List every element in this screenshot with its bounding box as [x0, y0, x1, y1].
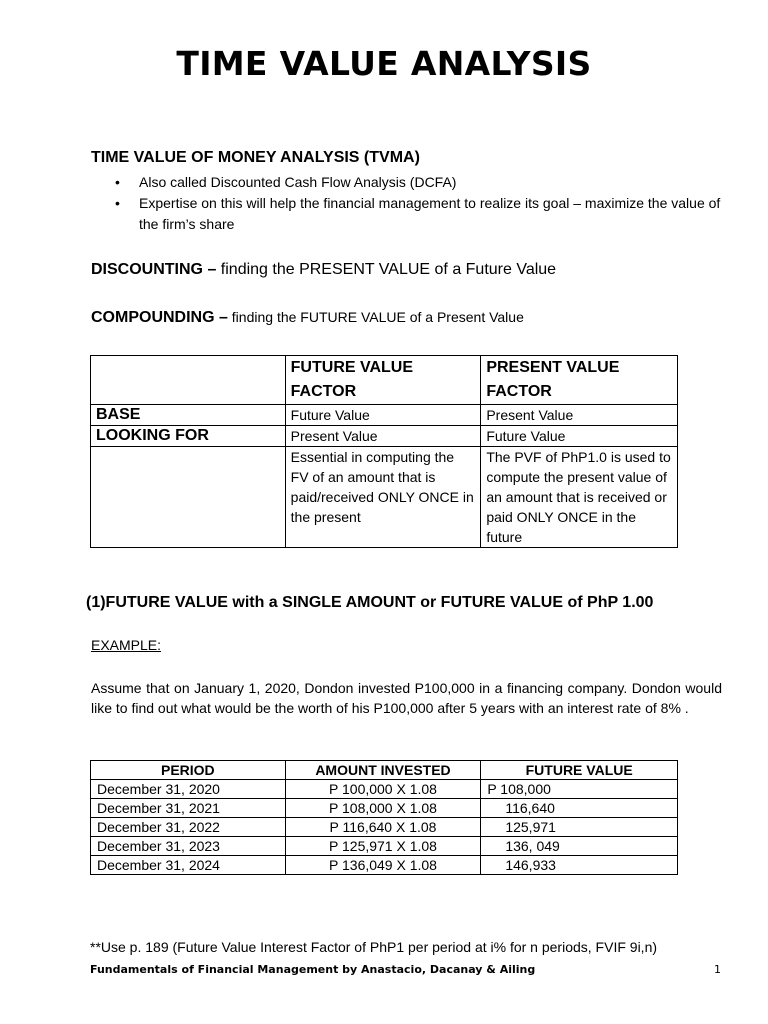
amount-cell: P 108,000 X 1.08 — [285, 799, 481, 818]
example-label: EXAMPLE: — [91, 637, 162, 653]
table-cell: Present Value — [285, 426, 481, 447]
table-row — [91, 405, 678, 426]
period-cell: December 31, 2021 — [91, 799, 286, 818]
tvma-heading: TIME VALUE OF MONEY ANALYSIS (TVMA) — [91, 149, 420, 166]
table-cell: Essential in computing the FV of an amount that is paid/received ONLY ONCE in the present — [285, 447, 481, 548]
discounting-text: finding the PRESENT VALUE of a Future Value — [216, 261, 557, 278]
table-header-cell — [91, 356, 286, 405]
future-value-cell: 136, 049 — [481, 837, 678, 856]
table-header-row — [91, 356, 678, 405]
table-cell: Present Value — [481, 405, 678, 426]
list-item — [91, 172, 731, 193]
future-value-cell: P 108,000 — [481, 780, 678, 799]
table-header-cell: PRESENT VALUE FACTOR — [481, 356, 678, 405]
compounding-term: COMPOUNDING – — [91, 309, 228, 326]
table-row — [91, 447, 678, 548]
page-number: 1 — [714, 963, 721, 976]
table-header-cell: PERIOD — [91, 761, 286, 780]
bullet-text: Also called Discounted Cash Flow Analysis (DCFA) — [139, 174, 457, 190]
list-item — [91, 193, 731, 235]
period-cell: December 31, 2022 — [91, 818, 286, 837]
footer-citation: Fundamentals of Financial Management by Anastacio, Dacanay & Ailing — [90, 963, 536, 976]
tvma-bullet-list — [91, 172, 731, 235]
compounding-definition — [91, 309, 524, 327]
table-row — [91, 818, 678, 837]
table-row — [91, 799, 678, 818]
factor-table — [90, 355, 678, 548]
future-value-cell: 116,640 — [481, 799, 678, 818]
table-row — [91, 780, 678, 799]
amount-cell: P 125,971 X 1.08 — [285, 837, 481, 856]
table-cell: Future Value — [481, 426, 678, 447]
example-paragraph: Assume that on January 1, 2020, Dondon invested P100,000 in a financing company. Dondon would like to find out what would be the worth of his P100,000 after 5 years with an interest rate of 8% . — [91, 680, 722, 716]
bullet-icon: • — [115, 195, 120, 211]
table-row — [91, 837, 678, 856]
table-cell: Future Value — [285, 405, 481, 426]
compounding-text: finding the FUTURE VALUE of a Present Value — [227, 309, 524, 325]
row-label: BASE — [91, 405, 286, 426]
period-cell: December 31, 2024 — [91, 856, 286, 875]
discounting-definition — [91, 261, 556, 279]
period-cell: December 31, 2020 — [91, 780, 286, 799]
amount-cell: P 136,049 X 1.08 — [285, 856, 481, 875]
future-value-cell: 125,971 — [481, 818, 678, 837]
discounting-term: DISCOUNTING – — [91, 261, 217, 278]
future-value-cell: 146,933 — [481, 856, 678, 875]
table-header-cell: AMOUNT INVESTED — [285, 761, 481, 780]
bullet-text: Expertise on this will help the financial management to realize its goal – maximize the value of the firm’s share — [139, 195, 721, 232]
amount-cell: P 100,000 X 1.08 — [285, 780, 481, 799]
table-row — [91, 426, 678, 447]
page-title: TIME VALUE ANALYSIS — [176, 44, 592, 83]
bullet-icon: • — [115, 174, 120, 190]
future-value-table — [90, 760, 678, 875]
period-cell: December 31, 2023 — [91, 837, 286, 856]
table-header-row — [91, 761, 678, 780]
row-label — [91, 447, 286, 548]
table-header-cell: FUTURE VALUE — [481, 761, 678, 780]
table-header-cell: FUTURE VALUE FACTOR — [285, 356, 481, 405]
table-cell: The PVF of PhP1.0 is used to compute the present value of an amount that is received or paid ONLY ONCE in the future — [481, 447, 678, 548]
amount-cell: P 116,640 X 1.08 — [285, 818, 481, 837]
table-row — [91, 856, 678, 875]
reference-note: **Use p. 189 (Future Value Interest Factor of PhP1 per period at i% for n periods, FVIF 9i,n) — [90, 939, 658, 955]
section-heading: (1)FUTURE VALUE with a SINGLE AMOUNT or FUTURE VALUE of PhP 1.00 — [86, 594, 654, 611]
row-label: LOOKING FOR — [91, 426, 286, 447]
